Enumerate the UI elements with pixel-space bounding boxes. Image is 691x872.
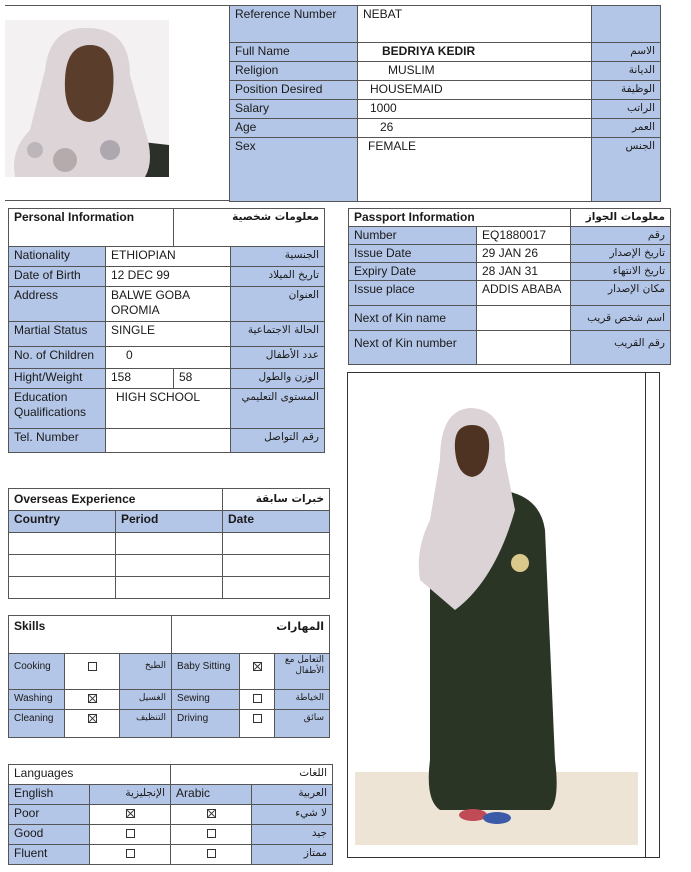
address-value: BALWE GOBA OROMIA — [106, 287, 231, 322]
height-weight-ar: الوزن والطول — [231, 369, 325, 389]
age-value: 26 — [358, 119, 592, 138]
issue-place-value: ADDIS ABABA — [477, 281, 571, 306]
lang-good-label: Good — [9, 825, 90, 845]
personal-info-table — [8, 208, 325, 453]
overseas-cell — [223, 555, 330, 577]
skills-row-1 — [9, 654, 330, 690]
kin-name-value — [477, 306, 571, 331]
lang-english-label: English — [9, 785, 90, 805]
sex-value: FEMALE — [358, 138, 592, 202]
skill-washing-checkbox[interactable] — [88, 694, 97, 703]
kin-number-label: Next of Kin number — [349, 331, 477, 365]
tel-ar: رقم التواصل — [231, 429, 325, 453]
skill-sewing-checkbox[interactable] — [253, 694, 262, 703]
marital-ar: الحالة الاجتماعية — [231, 322, 325, 347]
education-ar: المستوى التعليمي — [231, 389, 325, 429]
skills-title: Skills — [9, 616, 172, 654]
position-value: HOUSEMAID — [358, 81, 592, 100]
skill-washing-label: Washing — [9, 690, 65, 710]
passport-info-table — [348, 208, 671, 365]
kin-name-label: Next of Kin name — [349, 306, 477, 331]
overseas-cell — [116, 533, 223, 555]
lang-fluent-ar: ممتاز — [252, 845, 333, 865]
languages-table — [8, 764, 333, 865]
personal-title-ar: معلومات شخصية — [174, 209, 325, 247]
nationality-label: Nationality — [9, 247, 106, 267]
lang-english-ar: الإنجليزية — [90, 785, 171, 805]
passport-number-value: EQ1880017 — [477, 227, 571, 245]
skill-cooking-checkbox[interactable] — [88, 662, 97, 671]
weight-value: 58 — [174, 369, 231, 389]
salary-label: Salary — [230, 100, 358, 119]
top-frame-line — [5, 5, 229, 201]
skill-cleaning-ar: التنظيف — [120, 710, 172, 738]
fullname-ar: الاسم — [592, 43, 661, 62]
top-info-table — [229, 5, 661, 202]
passport-title-ar: معلومات الجواز — [571, 209, 671, 227]
religion-ar: الديانة — [592, 62, 661, 81]
expiry-date-value: 28 JAN 31 — [477, 263, 571, 281]
issue-place-label: Issue place — [349, 281, 477, 306]
dob-value: 12 DEC 99 — [106, 267, 231, 287]
education-value: HIGH SCHOOL — [106, 389, 231, 429]
ref-label: Reference Number — [230, 6, 358, 43]
overseas-cell — [223, 577, 330, 599]
skill-sewing-label: Sewing — [172, 690, 240, 710]
skills-table — [8, 615, 330, 738]
height-value: 158 — [106, 369, 174, 389]
religion-label: Religion — [230, 62, 358, 81]
dob-ar: تاريخ الميلاد — [231, 267, 325, 287]
fullname-label: Full Name — [230, 43, 358, 62]
fullbody-photo — [355, 380, 638, 845]
sex-label: Sex — [230, 138, 358, 202]
lang-arabic-fluent-checkbox[interactable] — [207, 849, 216, 858]
tel-value — [106, 429, 231, 453]
education-label: Education Qualifications — [9, 389, 106, 429]
issue-place-ar: مكان الإصدار — [571, 281, 671, 306]
fullbody-photo-art — [355, 380, 638, 845]
position-label: Position Desired — [230, 81, 358, 100]
ref-ar — [592, 6, 661, 43]
overseas-cell — [116, 555, 223, 577]
address-ar: العنوان — [231, 287, 325, 322]
lang-arabic-poor-checkbox[interactable] — [207, 809, 216, 818]
lang-arabic-good-checkbox[interactable] — [207, 829, 216, 838]
position-ar: الوظيفة — [592, 81, 661, 100]
height-weight-label: Hight/Weight — [9, 369, 106, 389]
nationality-value: ETHIOPIAN — [106, 247, 231, 267]
skill-driving-label: Driving — [172, 710, 240, 738]
passport-number-ar: رقم — [571, 227, 671, 245]
tel-label: Tel. Number — [9, 429, 106, 453]
nationality-ar: الجنسية — [231, 247, 325, 267]
issue-date-ar: تاريخ الإصدار — [571, 245, 671, 263]
expiry-date-label: Expiry Date — [349, 263, 477, 281]
address-label: Address — [9, 287, 106, 322]
personal-title: Personal Information — [9, 209, 174, 247]
salary-value: 1000 — [358, 100, 592, 119]
lang-poor-ar: لا شيء — [252, 805, 333, 825]
overseas-title: Overseas Experience — [9, 489, 223, 511]
lang-arabic-ar: العربية — [252, 785, 333, 805]
languages-title: Languages — [9, 765, 171, 785]
skill-cooking-ar: الطبخ — [120, 654, 172, 690]
overseas-cell — [9, 555, 116, 577]
skill-babysitting-checkbox[interactable] — [253, 662, 262, 671]
overseas-date-header: Date — [223, 511, 330, 533]
overseas-country-header: Country — [9, 511, 116, 533]
marital-label: Martial Status — [9, 322, 106, 347]
lang-arabic-label: Arabic — [171, 785, 252, 805]
skill-sewing-ar: الخياطة — [275, 690, 330, 710]
skill-driving-ar: سائق — [275, 710, 330, 738]
skill-driving-checkbox[interactable] — [253, 714, 262, 723]
skills-row-2 — [9, 690, 330, 710]
age-label: Age — [230, 119, 358, 138]
overseas-period-header: Period — [116, 511, 223, 533]
marital-value: SINGLE — [106, 322, 231, 347]
fullname-value: BEDRIYA KEDIR — [358, 43, 592, 62]
lang-poor-label: Poor — [9, 805, 90, 825]
skill-cooking-label: Cooking — [9, 654, 65, 690]
skill-babysitting-ar: التعامل مع الأطفال — [275, 654, 330, 690]
age-ar: العمر — [592, 119, 661, 138]
overseas-table — [8, 488, 330, 599]
passport-number-label: Number — [349, 227, 477, 245]
overseas-cell — [9, 577, 116, 599]
overseas-cell — [116, 577, 223, 599]
skill-cleaning-label: Cleaning — [9, 710, 65, 738]
kin-name-ar: اسم شخص قريب — [571, 306, 671, 331]
lang-fluent-label: Fluent — [9, 845, 90, 865]
fullbody-photo-divider — [645, 372, 646, 858]
skill-cleaning-checkbox[interactable] — [88, 714, 97, 723]
ref-value: NEBAT — [358, 6, 592, 43]
kin-number-ar: رقم القريب — [571, 331, 671, 365]
overseas-cell — [223, 533, 330, 555]
children-value: 0 — [106, 347, 231, 369]
lang-english-poor-checkbox[interactable] — [126, 809, 135, 818]
kin-number-value — [477, 331, 571, 365]
passport-title: Passport Information — [349, 209, 571, 227]
children-label: No. of Children — [9, 347, 106, 369]
lang-english-good-checkbox[interactable] — [126, 829, 135, 838]
skills-row-3 — [9, 710, 330, 738]
lang-english-fluent-checkbox[interactable] — [126, 849, 135, 858]
sex-ar: الجنس — [592, 138, 661, 202]
skills-title-ar: المهارات — [172, 616, 330, 654]
lang-good-ar: جيد — [252, 825, 333, 845]
issue-date-value: 29 JAN 26 — [477, 245, 571, 263]
languages-title-ar: اللغات — [171, 765, 333, 785]
skill-babysitting-label: Baby Sitting — [172, 654, 240, 690]
skill-washing-ar: الغسيل — [120, 690, 172, 710]
issue-date-label: Issue Date — [349, 245, 477, 263]
dob-label: Date of Birth — [9, 267, 106, 287]
overseas-cell — [9, 533, 116, 555]
expiry-date-ar: تاريخ الانتهاء — [571, 263, 671, 281]
overseas-title-ar: خبرات سابقة — [223, 489, 330, 511]
salary-ar: الراتب — [592, 100, 661, 119]
religion-value: MUSLIM — [358, 62, 592, 81]
children-ar: عدد الأطفال — [231, 347, 325, 369]
